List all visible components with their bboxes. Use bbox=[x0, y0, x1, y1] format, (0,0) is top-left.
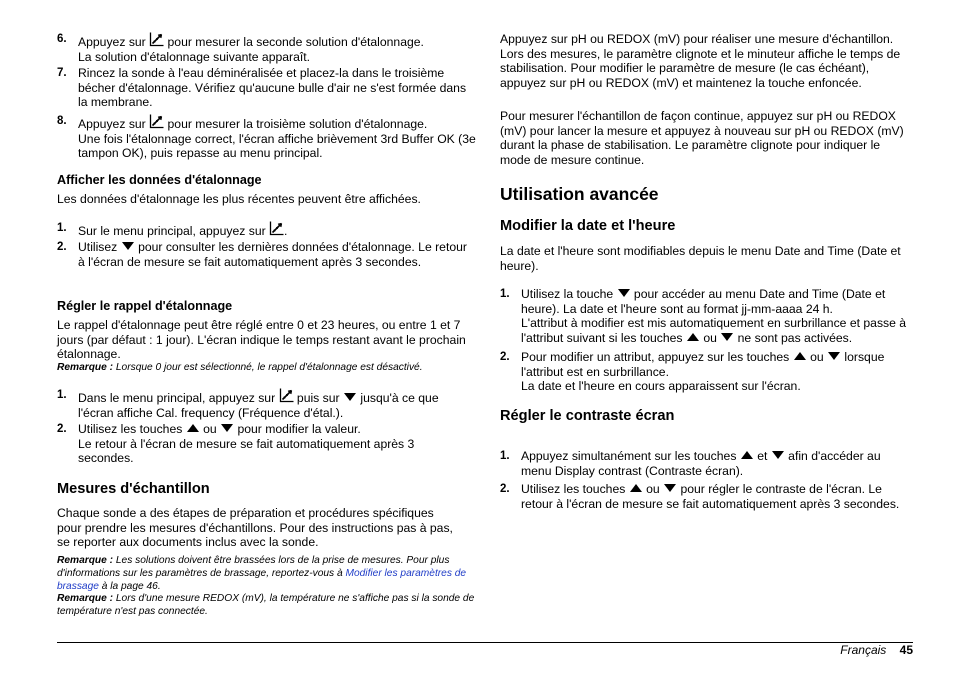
page-footer bbox=[840, 643, 913, 658]
step-text: Dans le menu principal, appuyez sur bbox=[78, 391, 276, 405]
step-number: 1. bbox=[57, 222, 67, 234]
footer-language: Français bbox=[840, 643, 887, 657]
section-title-rappel: Régler le rappel d'étalonnage bbox=[57, 299, 233, 313]
page-number: 45 bbox=[899, 643, 913, 657]
note-text: Lors d'une mesure REDOX (mV), la température ne s'affiche pas si la sonde de température n'est pas connectée. bbox=[57, 593, 475, 617]
rappel-step-1 bbox=[57, 388, 477, 420]
up-arrow-icon bbox=[630, 484, 642, 492]
step-number: 8. bbox=[57, 115, 67, 127]
down-arrow-icon bbox=[122, 242, 134, 250]
contraste-step-1 bbox=[500, 449, 913, 478]
section-title-mesures: Mesures d'échantillon bbox=[57, 481, 210, 497]
step-text: Appuyez simultanément sur les touches bbox=[521, 449, 737, 463]
step-text: Utilisez bbox=[78, 240, 118, 254]
step-text: Rincez la sonde à l'eau déminéralisée et placez-la dans le troisième bécher d'étalonnage. Vérifiez qu'aucune bulle d'air ne s'est formée dans la membrane. bbox=[78, 66, 467, 110]
step-text: La solution d'étalonnage suivante apparaît. bbox=[78, 49, 311, 64]
calibration-icon bbox=[269, 221, 284, 236]
step-text: Une fois l'étalonnage correct, l'écran affiche brièvement 3rd Buffer OK (3e tampon OK), puis repasse au menu principal. bbox=[78, 131, 476, 161]
down-arrow-icon bbox=[828, 352, 840, 360]
step-text: ne sont pas activées. bbox=[737, 330, 853, 345]
note-label: Remarque : bbox=[57, 593, 114, 604]
step-text: et bbox=[757, 449, 768, 463]
step-text: Utilisez les touches bbox=[78, 422, 183, 436]
step-text: puis sur bbox=[296, 391, 340, 405]
note-label: Remarque : bbox=[57, 362, 114, 373]
down-arrow-icon bbox=[664, 484, 676, 492]
step-text: ou bbox=[203, 422, 217, 436]
section-title-date: Modifier la date et l'heure bbox=[500, 218, 676, 234]
step-number: 2. bbox=[500, 351, 510, 363]
step-text: afin d'accéder au menu Display contrast (Contraste écran). bbox=[521, 449, 881, 478]
step-text: ou bbox=[703, 330, 717, 345]
down-arrow-icon bbox=[618, 289, 630, 297]
note-text: Lorsque 0 jour est sélectionné, le rappel d'étalonnage est désactivé. bbox=[115, 362, 423, 373]
step-text: pour mesurer la troisième solution d'étalonnage. bbox=[167, 117, 428, 131]
note bbox=[57, 593, 477, 619]
step-text: L'attribut à modifier est mis automatiquement en surbrillance et passe à l'attribut suivant si les touches bbox=[521, 316, 907, 345]
step-text: Sur le menu principal, appuyez sur bbox=[78, 224, 266, 238]
step-text: pour mesurer la seconde solution d'étalonnage. bbox=[167, 35, 424, 49]
step-text: pour modifier la valeur. bbox=[237, 422, 361, 436]
step-number: 2. bbox=[500, 483, 510, 495]
paragraph: Chaque sonde a des étapes de préparation et procédures spécifiques pour prendre les mesures d'échantillons. Pour des instructions pas à pas, se reporter aux documents inclus avec la sonde. bbox=[57, 506, 453, 550]
step-text: ou bbox=[646, 482, 660, 496]
paragraph: Le rappel d'étalonnage peut être réglé entre 0 et 23 heures, ou entre 1 et 7 jours (par défaut : 1 jour). L'écran indique le temps restant avant le prochain étalonnage. bbox=[57, 318, 466, 362]
paragraph: Appuyez sur pH ou REDOX (mV) pour réaliser une mesure d'échantillon. Lors des mesures, le paramètre clignote et le minuteur affiche le temps de stabilisation. Pour modifier le paramètre de mesure (le cas échéant), appuyez sur pH ou REDOX (mV) et maintenez la touche enfoncée. bbox=[500, 32, 901, 90]
note-label: Remarque : bbox=[57, 555, 114, 566]
step-text: Le retour à l'écran de mesure se fait automatiquement après 3 secondes. bbox=[78, 436, 415, 466]
step-7 bbox=[57, 66, 477, 110]
paragraph: Les données d'étalonnage les plus récentes peuvent être affichées. bbox=[57, 192, 421, 206]
step-text: Utilisez les touches bbox=[521, 482, 626, 496]
step-text: jusqu'à ce que l'écran affiche Cal. frequency (Fréquence d'étal.). bbox=[78, 391, 439, 420]
section-title-afficher: Afficher les données d'étalonnage bbox=[57, 173, 262, 187]
note-text: à la page 46. bbox=[101, 580, 161, 592]
afficher-step-2 bbox=[57, 240, 477, 269]
step-text: Appuyez sur bbox=[78, 35, 146, 49]
step-number: 1. bbox=[500, 288, 510, 300]
afficher-step-1 bbox=[57, 221, 477, 239]
step-number: 7. bbox=[57, 67, 67, 79]
step-number: 1. bbox=[500, 450, 510, 462]
cross-reference-link[interactable]: Modifier les paramètres de brassage bbox=[57, 567, 467, 592]
calibration-icon bbox=[279, 388, 294, 403]
rappel-step-2 bbox=[57, 422, 477, 466]
step-text: lorsque l'attribut est en surbrillance. bbox=[521, 350, 885, 379]
step-number: 2. bbox=[57, 423, 67, 435]
step-text: Pour modifier un attribut, appuyez sur les touches bbox=[521, 350, 790, 364]
step-6 bbox=[57, 32, 477, 64]
down-arrow-icon bbox=[721, 333, 733, 341]
step-text: Appuyez sur bbox=[78, 117, 146, 131]
step-number: 6. bbox=[57, 33, 67, 45]
paragraph: La date et l'heure sont modifiables depuis le menu Date and Time (Date et heure). bbox=[500, 244, 901, 273]
step-text: La date et l'heure en cours apparaissent sur l'écran. bbox=[521, 379, 801, 394]
step-text: ou bbox=[810, 350, 824, 364]
date-step-1 bbox=[500, 287, 913, 345]
calibration-icon bbox=[149, 32, 164, 47]
down-arrow-icon bbox=[772, 451, 784, 459]
up-arrow-icon bbox=[794, 352, 806, 360]
calibration-icon bbox=[149, 114, 164, 129]
step-8 bbox=[57, 114, 477, 161]
up-arrow-icon bbox=[187, 424, 199, 432]
punctuation: . bbox=[284, 224, 288, 238]
section-title-avancee: Utilisation avancée bbox=[500, 184, 659, 204]
footer-divider bbox=[57, 642, 913, 643]
date-step-2 bbox=[500, 350, 913, 394]
up-arrow-icon bbox=[741, 451, 753, 459]
step-text: pour consulter les dernières données d'étalonnage. Le retour à l'écran de mesure se fait automatiquement après 3 secondes. bbox=[78, 240, 467, 269]
note bbox=[57, 362, 477, 375]
step-text: Utilisez la touche bbox=[521, 287, 614, 301]
paragraph: Pour mesurer l'échantillon de façon continue, appuyez sur pH ou REDOX (mV) pour lancer la mesure et appuyez à nouveau sur pH ou REDOX (mV) durant la phase de stabilisation. Le paramètre clignote pour indiquer le mode de mesure continue. bbox=[500, 109, 904, 167]
step-number: 2. bbox=[57, 241, 67, 253]
section-title-contraste: Régler le contraste écran bbox=[500, 408, 675, 424]
down-arrow-icon bbox=[344, 393, 356, 401]
step-text: pour régler le contraste de l'écran. Le retour à l'écran de mesure se fait automatiquement après 3 secondes. bbox=[521, 482, 900, 511]
step-number: 1. bbox=[57, 389, 67, 401]
note-text: Les solutions doivent être brassées lors de la prise de mesures. Pour plus d'informations sur les paramètres de brassage, reportez-vous à bbox=[57, 555, 450, 579]
note bbox=[57, 555, 477, 593]
up-arrow-icon bbox=[687, 333, 699, 341]
contraste-step-2 bbox=[500, 482, 913, 511]
step-text: pour accéder au menu Date and Time (Date et heure). La date et l'heure sont au format jj-mm-aaaa 24 h. bbox=[521, 287, 886, 316]
down-arrow-icon bbox=[221, 424, 233, 432]
